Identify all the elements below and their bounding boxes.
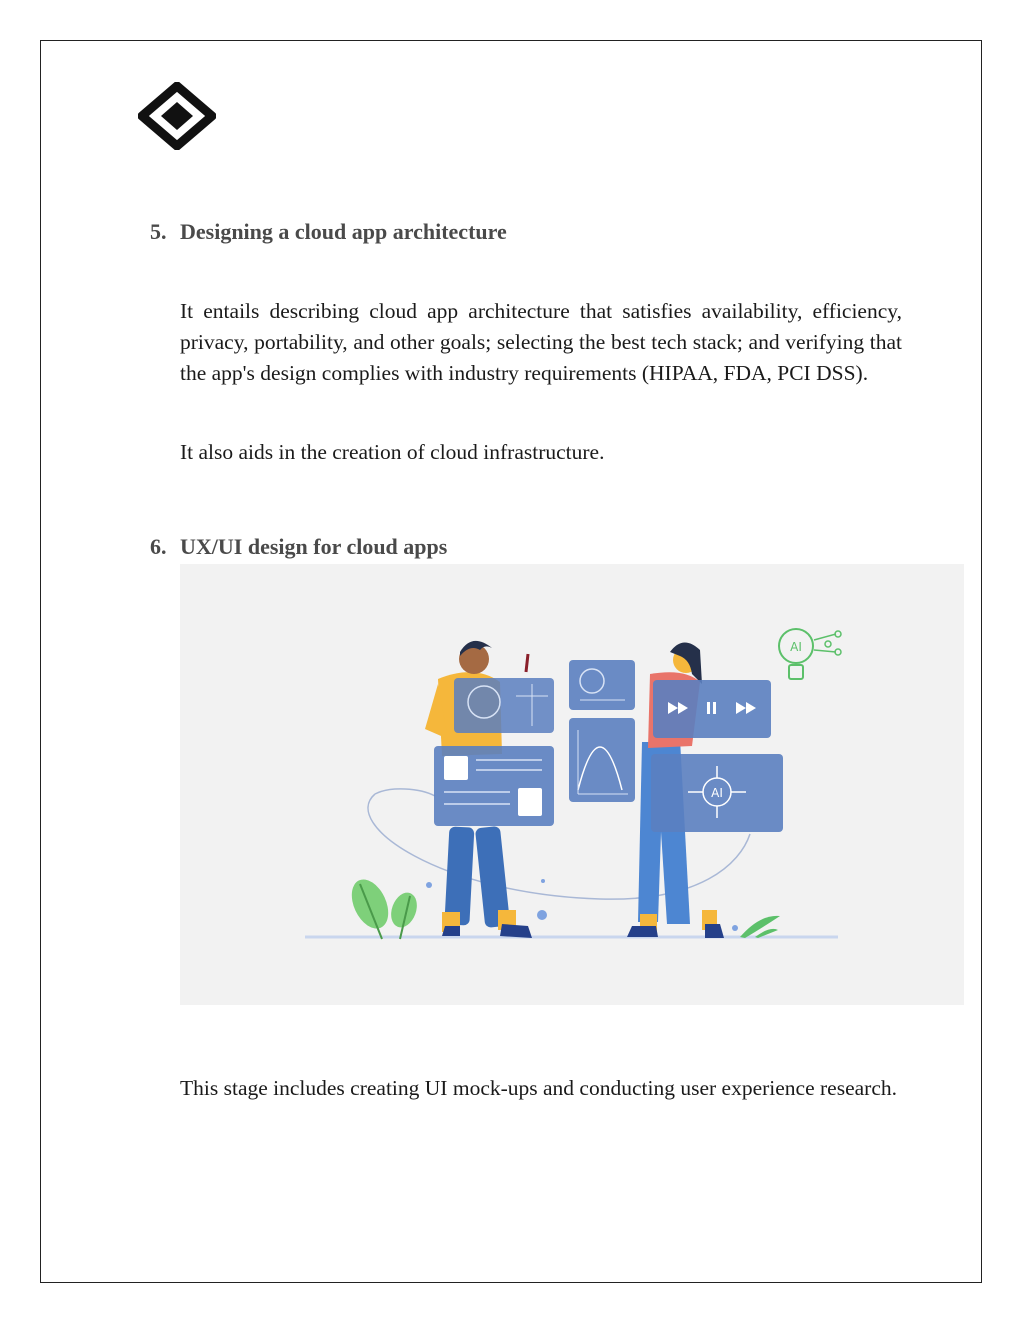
section-5-number: 5. bbox=[150, 219, 167, 244]
section-5-title: Designing a cloud app architecture bbox=[180, 219, 507, 244]
plant-right-icon bbox=[740, 916, 780, 938]
section-5-paragraph-1: It entails describing cloud app architecture that satisfies availability, efficiency, privacy, portability, and other goals; selecting the best tech stack; and verifying that the app's design complies with industry requirements (HIPAA, FDA, PCI DSS). bbox=[180, 299, 902, 385]
section-6-heading bbox=[150, 534, 447, 560]
section-5-heading bbox=[150, 219, 507, 245]
panel-curve-center bbox=[569, 718, 635, 802]
plant-left-icon bbox=[345, 874, 422, 939]
panel-media-controls bbox=[653, 680, 771, 738]
company-logo bbox=[138, 82, 216, 150]
svg-text:AI: AI bbox=[790, 640, 802, 654]
ux-ui-illustration bbox=[180, 564, 964, 1005]
panel-chart-top-left bbox=[454, 678, 554, 733]
section-6-title: UX/UI design for cloud apps bbox=[180, 534, 448, 559]
section-6-paragraph-1: This stage includes creating UI mock-ups and conducting user experience research. bbox=[180, 1076, 897, 1100]
svg-text:AI: AI bbox=[711, 786, 723, 800]
panel-text-bottom-left bbox=[434, 746, 554, 826]
panel-gauge-top-center bbox=[569, 660, 635, 710]
section-5-paragraph-2: It also aids in the creation of cloud infrastructure. bbox=[180, 440, 605, 464]
panel-ai-chip bbox=[651, 754, 783, 832]
section-6-number: 6. bbox=[150, 534, 167, 559]
ai-lightbulb-icon bbox=[779, 629, 841, 679]
